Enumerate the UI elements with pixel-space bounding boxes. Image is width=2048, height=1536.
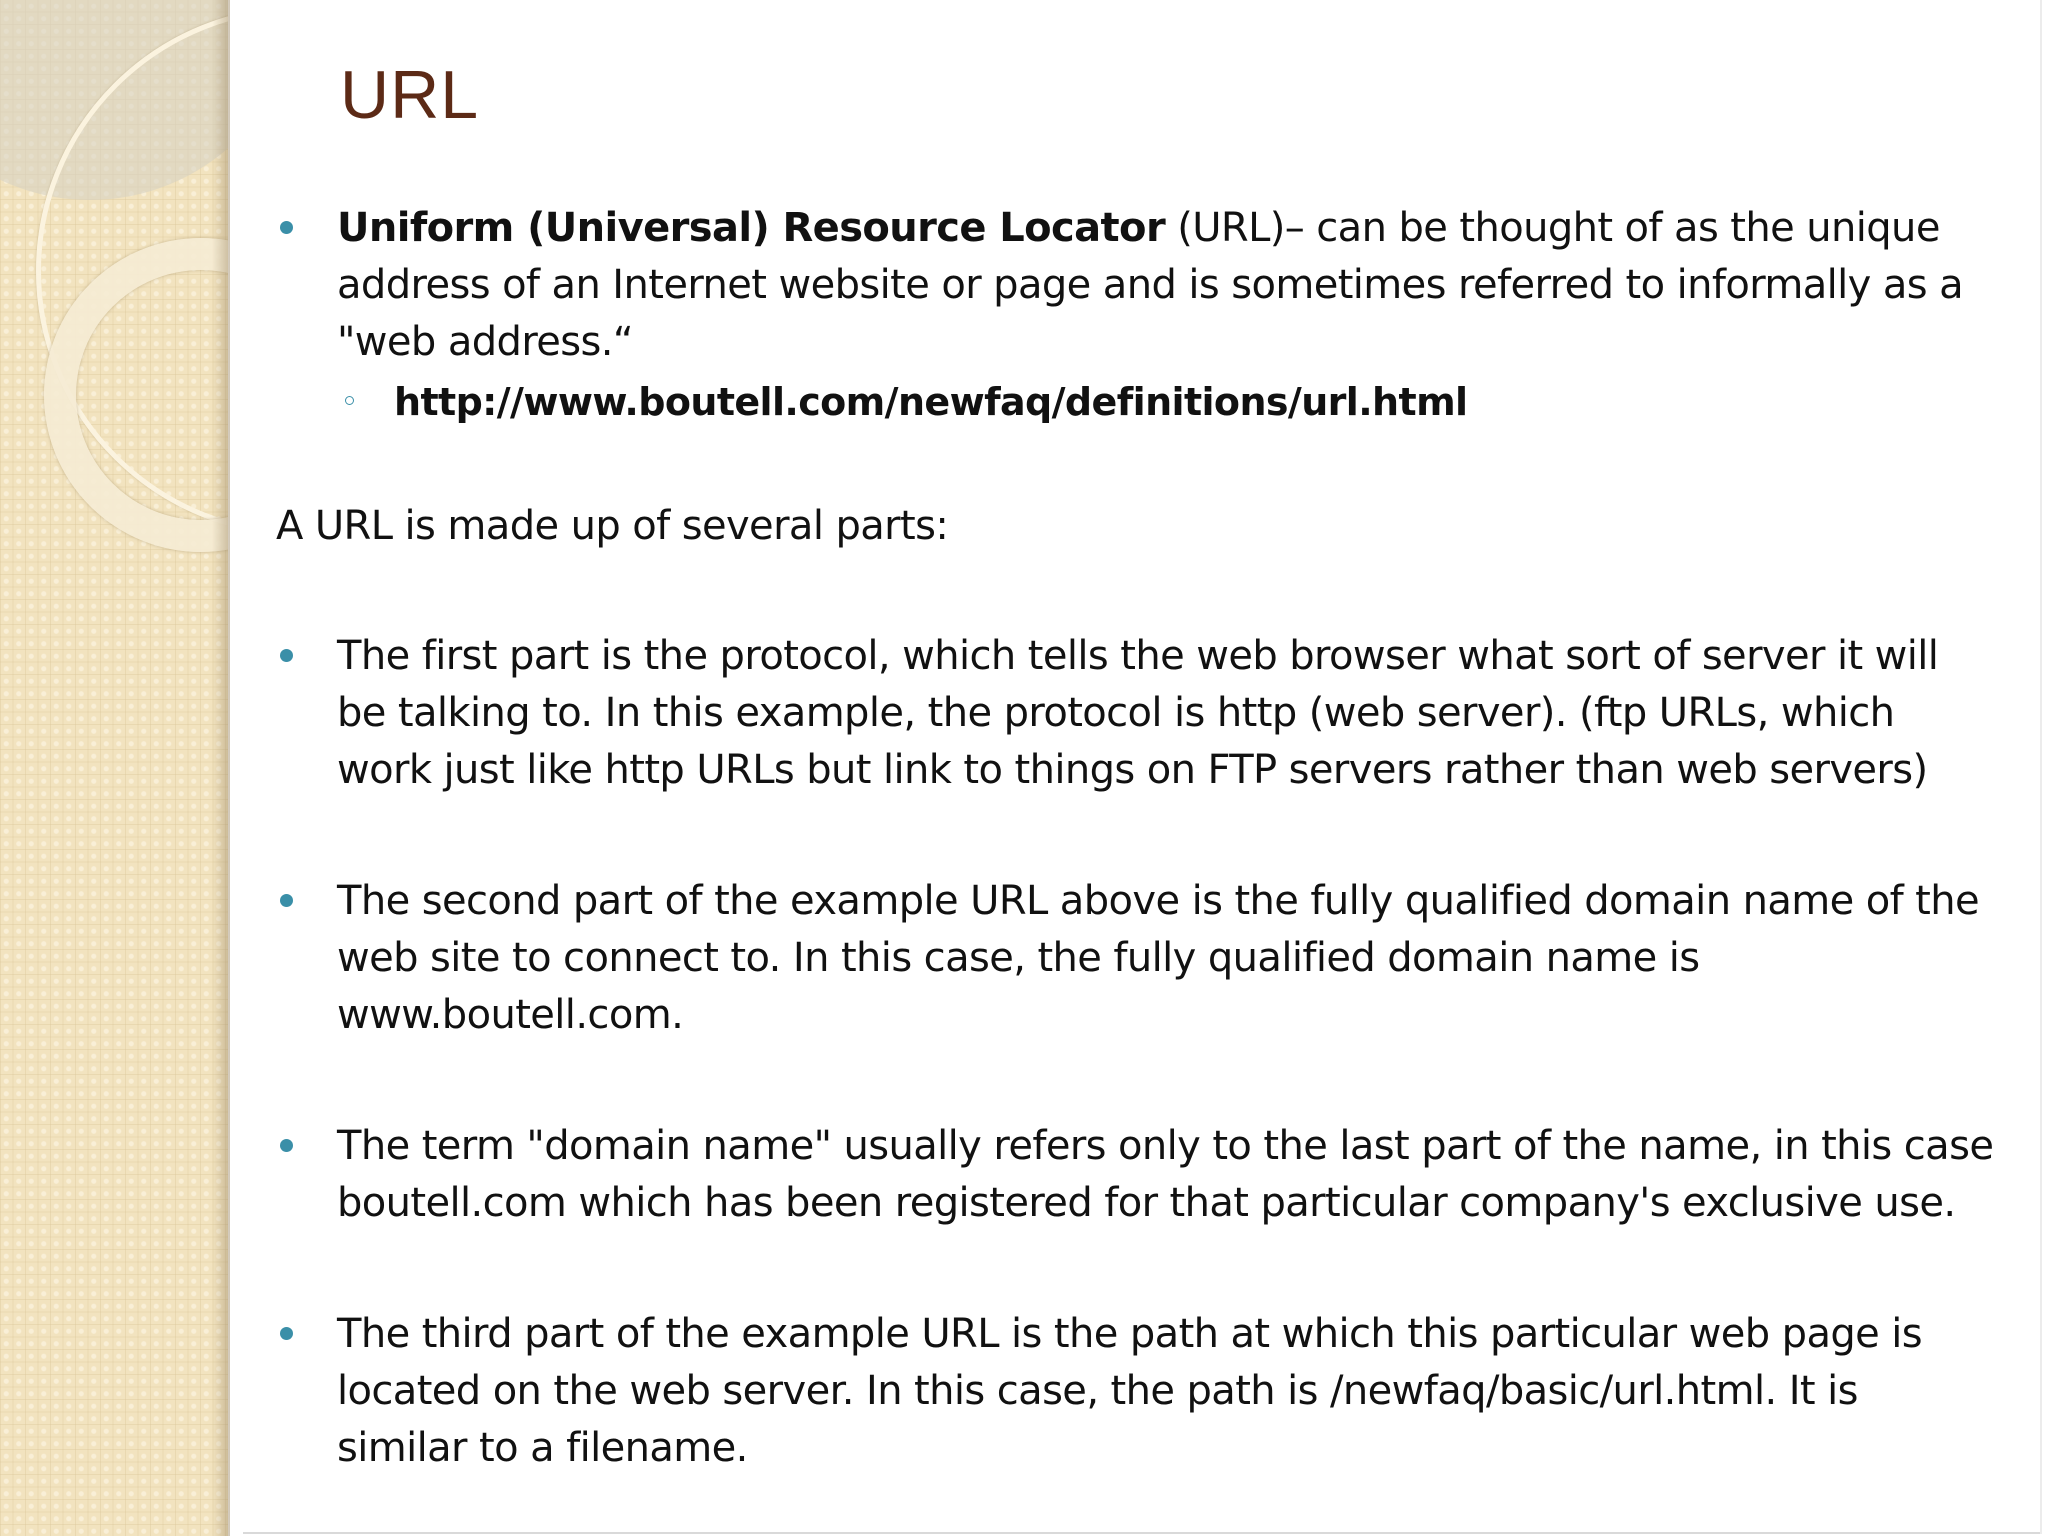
intro-text: A URL is made up of several parts: — [276, 503, 949, 549]
source-url: http://www.boutell.com/newfaq/definitions/url.html — [394, 380, 1468, 424]
slide-border-bottom — [243, 1532, 2042, 1534]
bullet-dot-icon — [280, 894, 293, 907]
part-text: The term "domain name" usually refers only to the last part of the name, in this case boutell.com which has been registered for that particular company's exclusive use. — [337, 1123, 1994, 1226]
bullet-dot-icon — [280, 1139, 293, 1152]
side-strip-shadow — [212, 0, 230, 1536]
part-text: The second part of the example URL above is the fully qualified domain name of the web site to connect to. In this case, the fully qualified domain name is www.boutell.com. — [337, 878, 1980, 1038]
bullet-dot-icon — [280, 221, 293, 234]
definition-bullet — [276, 200, 1996, 371]
part-bullet-path — [276, 1306, 1996, 1477]
part-text: The first part is the protocol, which tells the web browser what sort of server it will be talking to. In this example, the protocol is http (web server). (ftp URLs, which work just like http URLs but link to things on FTP servers rather than web servers) — [337, 633, 1939, 793]
part-bullet-domain-name-term — [276, 1118, 1996, 1232]
part-text: The third part of the example URL is the path at which this particular web page is located on the web server. In this case, the path is /newfaq/basic/url.html. It is similar to a filename. — [337, 1311, 1923, 1471]
decorative-side-strip — [0, 0, 228, 1536]
slide-border-right — [2040, 0, 2042, 1534]
definition-text: (URL)– can be thought of as the unique address of an Internet website or page and is sometimes referred to informally as a "web address.“ — [337, 205, 1964, 365]
sub-bullet-ring-icon — [345, 396, 354, 405]
slide-content — [276, 200, 1996, 1477]
part-bullet-domain — [276, 873, 1996, 1044]
definition-term: Uniform (Universal) Resource Locator — [337, 205, 1166, 251]
part-bullet-protocol — [276, 628, 1996, 799]
bullet-dot-icon — [280, 1327, 293, 1340]
bullet-dot-icon — [280, 649, 293, 662]
source-sub-bullet — [276, 374, 1996, 431]
slide-title: URL — [340, 57, 480, 133]
